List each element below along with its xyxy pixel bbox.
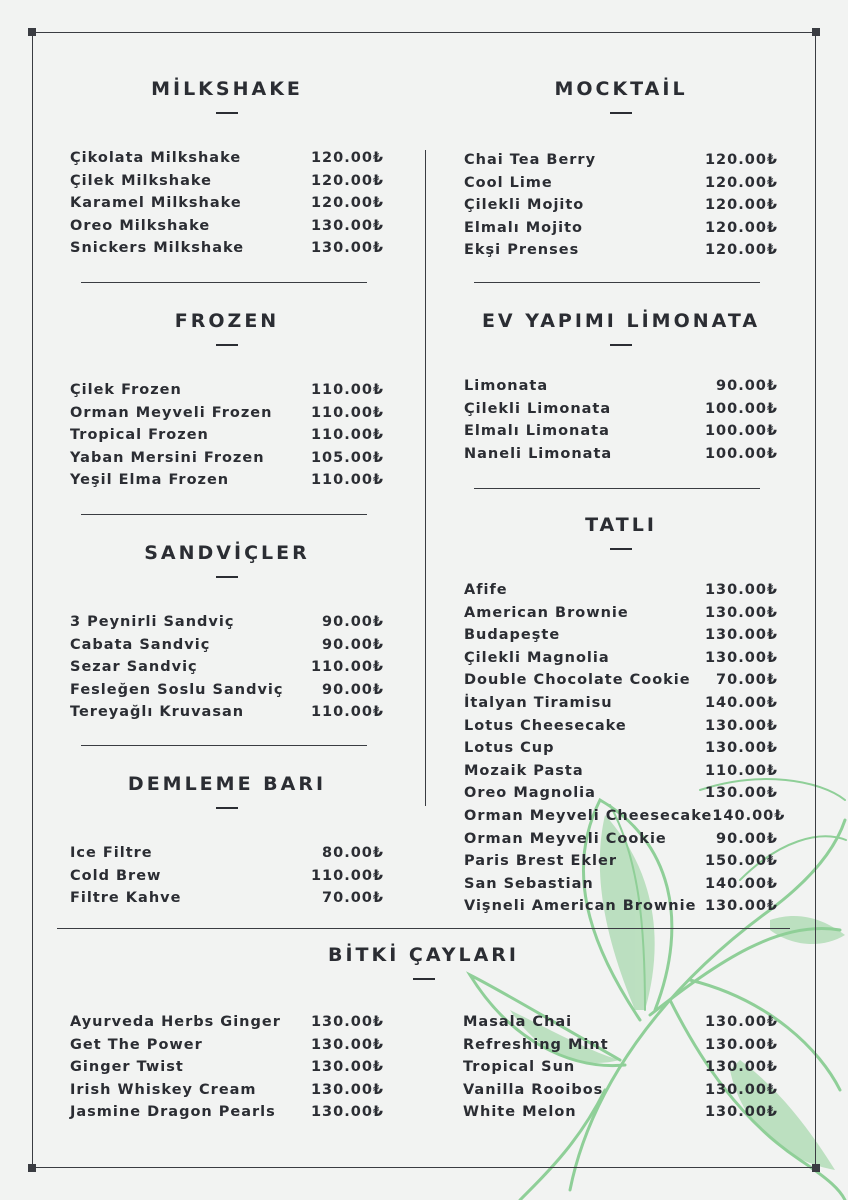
menu-item-row <box>70 842 384 865</box>
menu-item-row <box>464 172 778 195</box>
item-name: Lotus Cheesecake <box>464 717 627 734</box>
menu-item-row <box>70 147 384 170</box>
item-name: Tropical Sun <box>463 1059 576 1076</box>
item-name: Orman Meyveli Cookie <box>464 830 667 847</box>
title-dash <box>216 807 238 809</box>
menu-item-row <box>464 782 778 805</box>
bitki-caylari-right-column <box>463 1011 778 1124</box>
item-price: 100.00₺ <box>704 423 778 440</box>
item-name: Jasmine Dragon Pearls <box>70 1104 276 1121</box>
item-price: 130.00₺ <box>704 1059 778 1076</box>
menu-item-row <box>70 679 384 702</box>
menu-item-row <box>464 398 778 421</box>
item-name: Çilek Frozen <box>70 382 182 398</box>
item-name: Sezar Sandviç <box>70 659 198 676</box>
item-price: 130.00₺ <box>704 649 778 666</box>
item-name: Oreo Milkshake <box>70 217 211 234</box>
item-price: 110.00₺ <box>310 867 384 884</box>
section-title: MİLKSHAKE <box>151 78 303 100</box>
menu-item-row <box>70 1079 384 1102</box>
item-price: 110.00₺ <box>310 659 384 676</box>
section-mocktail <box>464 76 778 262</box>
title-dash <box>610 548 632 550</box>
menu-item-row <box>70 1056 384 1079</box>
menu-item-row <box>70 192 384 215</box>
item-name: İtalyan Tiramisu <box>464 694 613 711</box>
menu-item-row <box>70 469 384 492</box>
item-name: 3 Peynirli Sandviç <box>70 614 235 630</box>
menu-item-row <box>464 420 778 443</box>
item-name: Ginger Twist <box>70 1059 184 1076</box>
menu-item-row <box>464 760 778 783</box>
title-dash <box>216 576 238 578</box>
item-price: 120.00₺ <box>310 150 384 166</box>
item-price: 130.00₺ <box>704 785 778 802</box>
item-name: Snickers Milkshake <box>70 240 245 257</box>
menu-item-row <box>463 1079 778 1102</box>
menu-item-row <box>464 375 778 398</box>
menu-item-row <box>464 149 778 172</box>
menu-item-row <box>70 237 384 260</box>
menu-item-row <box>464 828 778 851</box>
section-demleme-bari <box>70 771 384 910</box>
item-price: 110.00₺ <box>310 404 384 421</box>
item-name: Orman Meyveli Cheesecake <box>464 807 713 824</box>
menu-item-row <box>464 873 778 896</box>
item-price: 120.00₺ <box>704 174 778 191</box>
item-price: 130.00₺ <box>704 627 778 644</box>
item-name: Masala Chai <box>463 1014 573 1030</box>
menu-item-row <box>463 1056 778 1079</box>
section-title: DEMLEME BARI <box>127 773 327 795</box>
corner-mark-bottom-right <box>812 1164 820 1172</box>
item-name: Lotus Cup <box>464 740 555 757</box>
item-price: 120.00₺ <box>704 152 778 168</box>
menu-item-row <box>464 647 778 670</box>
title-dash <box>610 344 632 346</box>
item-price: 140.00₺ <box>704 875 778 892</box>
item-price: 130.00₺ <box>310 1059 384 1076</box>
item-price: 120.00₺ <box>704 219 778 236</box>
item-name: Çikolata Milkshake <box>70 150 242 166</box>
item-name: Yaban Mersini Frozen <box>70 449 265 466</box>
item-price: 90.00₺ <box>322 614 384 630</box>
item-price: 100.00₺ <box>704 445 778 462</box>
section-divider <box>474 282 760 283</box>
item-name: Fesleğen Soslu Sandviç <box>70 681 284 698</box>
item-name: Yeşil Elma Frozen <box>70 472 230 489</box>
title-dash <box>216 112 238 114</box>
item-price: 130.00₺ <box>310 1014 384 1030</box>
item-price: 110.00₺ <box>310 472 384 489</box>
item-price: 70.00₺ <box>716 672 778 689</box>
section-sandvicler <box>70 540 384 724</box>
menu-item-row <box>70 215 384 238</box>
menu-item-row <box>70 865 384 888</box>
section-title: SANDVİÇLER <box>144 542 310 564</box>
menu-item-row <box>464 669 778 692</box>
corner-mark-bottom-left <box>28 1164 36 1172</box>
item-name: Tereyağlı Kruvasan <box>70 704 245 721</box>
section-tatli <box>464 512 786 918</box>
column-divider <box>425 150 426 806</box>
item-name: Ice Filtre <box>70 845 153 861</box>
menu-item-row <box>70 402 384 425</box>
item-price: 130.00₺ <box>704 1104 778 1121</box>
item-price: 80.00₺ <box>322 845 384 861</box>
menu-item-row <box>464 805 786 828</box>
item-name: Double Chocolate Cookie <box>464 672 691 689</box>
menu-item-row <box>463 1101 778 1124</box>
item-name: Vanilla Rooibos <box>463 1081 604 1098</box>
item-price: 90.00₺ <box>716 378 778 394</box>
item-name: Naneli Limonata <box>464 445 613 462</box>
item-price: 130.00₺ <box>704 717 778 734</box>
menu-item-row <box>70 1034 384 1057</box>
section-title: TATLI <box>585 514 657 536</box>
item-price: 130.00₺ <box>704 898 778 915</box>
item-name: Cabata Sandviç <box>70 636 211 653</box>
item-price: 110.00₺ <box>310 382 384 398</box>
bitki-caylari-left-column <box>70 1011 384 1124</box>
item-name: San Sebastian <box>464 875 594 892</box>
menu-item-row <box>70 447 384 470</box>
item-name: Limonata <box>464 378 549 394</box>
section-title: BİTKİ ÇAYLARI <box>327 944 520 966</box>
section-title: MOCKTAİL <box>554 78 688 100</box>
item-name: Filtre Kahve <box>70 890 182 907</box>
item-name: Mozaik Pasta <box>464 762 584 779</box>
menu-item-row <box>70 1011 384 1034</box>
section-milkshake <box>70 76 384 260</box>
menu-item-row <box>464 579 778 602</box>
menu-item-row <box>464 443 778 466</box>
section-bitki-caylari <box>57 942 790 980</box>
section-divider <box>81 745 367 746</box>
item-price: 105.00₺ <box>310 449 384 466</box>
section-title: FROZEN <box>174 310 280 332</box>
item-price: 120.00₺ <box>310 195 384 212</box>
item-price: 130.00₺ <box>704 1014 778 1030</box>
item-price: 140.00₺ <box>704 694 778 711</box>
menu-item-row <box>464 239 778 262</box>
menu-item-row <box>464 194 778 217</box>
section-divider <box>474 488 760 489</box>
title-dash <box>413 978 435 980</box>
corner-mark-top-left <box>28 28 36 36</box>
item-price: 130.00₺ <box>704 740 778 757</box>
item-price: 120.00₺ <box>704 242 778 259</box>
item-price: 130.00₺ <box>704 604 778 621</box>
item-price: 90.00₺ <box>322 636 384 653</box>
item-name: Elmalı Limonata <box>464 423 610 440</box>
item-price: 130.00₺ <box>704 582 778 598</box>
item-name: Tropical Frozen <box>70 427 209 444</box>
menu-item-row <box>464 624 778 647</box>
item-price: 90.00₺ <box>716 830 778 847</box>
item-name: White Melon <box>463 1104 577 1121</box>
item-name: Ayurveda Herbs Ginger <box>70 1014 281 1030</box>
item-name: Oreo Magnolia <box>464 785 596 802</box>
item-price: 130.00₺ <box>310 217 384 234</box>
menu-item-row <box>463 1011 778 1034</box>
item-name: Karamel Milkshake <box>70 195 242 212</box>
item-name: Çilek Milkshake <box>70 172 212 189</box>
item-price: 150.00₺ <box>704 853 778 870</box>
item-name: Cool Lime <box>464 174 553 191</box>
menu-item-row <box>70 170 384 193</box>
section-divider <box>81 282 367 283</box>
menu-item-row <box>70 887 384 910</box>
section-frozen <box>70 308 384 492</box>
menu-item-row <box>464 692 778 715</box>
menu-item-row <box>70 656 384 679</box>
item-price: 120.00₺ <box>704 197 778 214</box>
item-name: Cold Brew <box>70 867 162 884</box>
item-price: 100.00₺ <box>704 400 778 417</box>
item-name: Vişneli American Brownie <box>464 898 697 915</box>
item-name: Çilekli Magnolia <box>464 649 610 666</box>
item-price: 120.00₺ <box>310 172 384 189</box>
item-price: 130.00₺ <box>704 1036 778 1053</box>
menu-item-row <box>70 379 384 402</box>
item-name: Chai Tea Berry <box>464 152 597 168</box>
menu-item-row <box>464 737 778 760</box>
item-price: 90.00₺ <box>322 681 384 698</box>
menu-item-row <box>70 701 384 724</box>
item-price: 110.00₺ <box>310 704 384 721</box>
menu-item-row <box>70 424 384 447</box>
item-name: Get The Power <box>70 1036 203 1053</box>
menu-item-row <box>464 895 778 918</box>
menu-item-row <box>463 1034 778 1057</box>
section-divider <box>81 514 367 515</box>
item-name: Çilekli Limonata <box>464 400 612 417</box>
corner-mark-top-right <box>812 28 820 36</box>
item-price: 130.00₺ <box>310 1036 384 1053</box>
title-dash <box>610 112 632 114</box>
item-name: Budapeşte <box>464 627 561 644</box>
item-name: Afife <box>464 582 508 598</box>
menu-item-row <box>70 634 384 657</box>
item-price: 130.00₺ <box>704 1081 778 1098</box>
menu-item-row <box>70 611 384 634</box>
item-name: Elmalı Mojito <box>464 219 583 236</box>
menu-item-row <box>464 850 778 873</box>
item-price: 140.00₺ <box>712 807 786 824</box>
item-name: Paris Brest Ekler <box>464 853 617 870</box>
item-name: Orman Meyveli Frozen <box>70 404 273 421</box>
item-name: Refreshing Mint <box>463 1036 609 1053</box>
full-width-divider <box>57 928 790 929</box>
section-title: EV YAPIMI LİMONATA <box>481 310 761 332</box>
item-name: Irish Whiskey Cream <box>70 1081 257 1098</box>
item-price: 70.00₺ <box>322 890 384 907</box>
item-price: 130.00₺ <box>310 240 384 257</box>
item-price: 130.00₺ <box>310 1104 384 1121</box>
title-dash <box>216 344 238 346</box>
item-price: 110.00₺ <box>310 427 384 444</box>
menu-item-row <box>464 217 778 240</box>
menu-item-row <box>464 715 778 738</box>
menu-item-row <box>464 602 778 625</box>
item-price: 110.00₺ <box>704 762 778 779</box>
item-name: American Brownie <box>464 604 629 621</box>
item-name: Ekşi Prenses <box>464 242 580 259</box>
item-price: 130.00₺ <box>310 1081 384 1098</box>
section-limonata <box>464 308 778 465</box>
menu-item-row <box>70 1101 384 1124</box>
item-name: Çilekli Mojito <box>464 197 585 214</box>
